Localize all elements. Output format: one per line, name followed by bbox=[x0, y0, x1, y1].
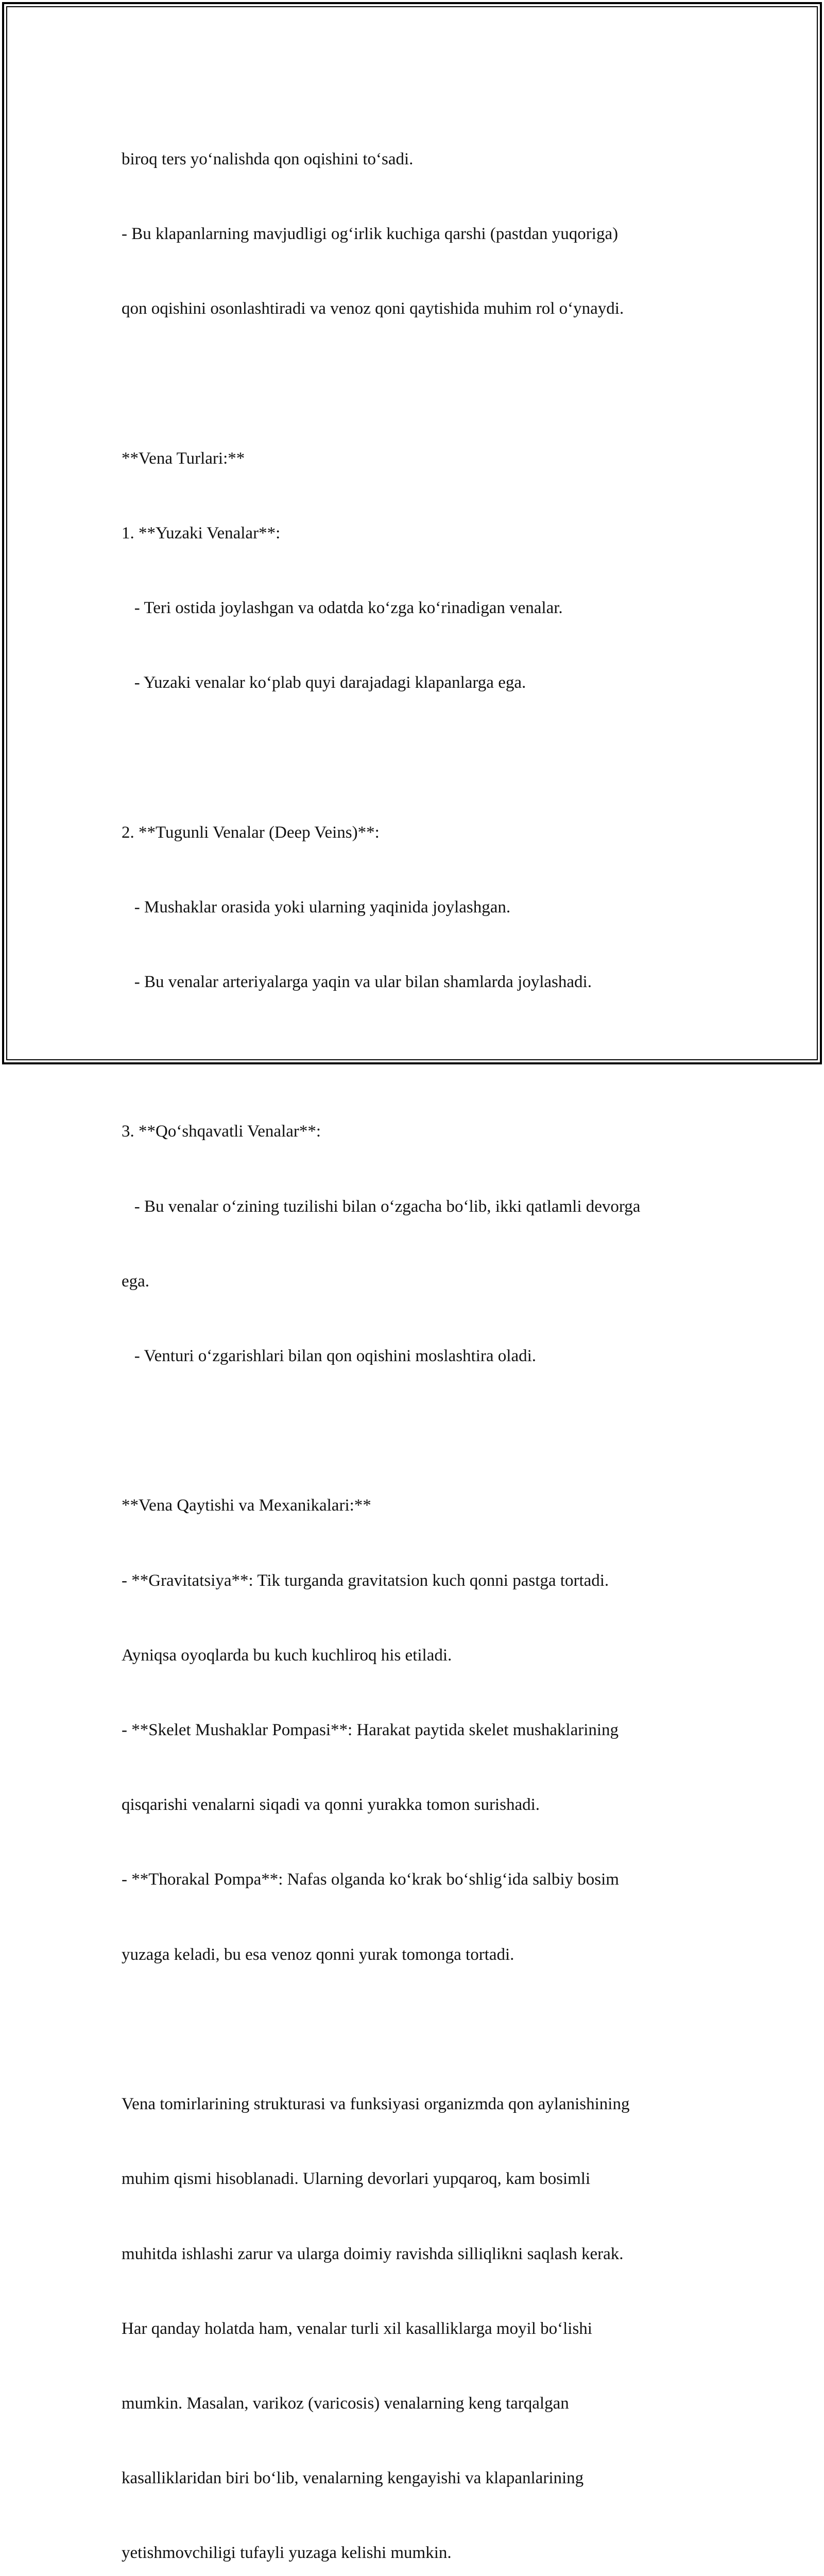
text-line: muhitda ishlashi zarur va ularga doimiy ravishda silliqlikni saqlash kerak. bbox=[122, 2244, 624, 2263]
section-heading: **Vena Qaytishi va Mexanikalari:** bbox=[122, 1496, 371, 1515]
text-line: ega. bbox=[122, 1272, 150, 1291]
list-item-heading: 2. **Tugunli Venalar (Deep Veins)**: bbox=[122, 823, 380, 842]
document-body bbox=[122, 97, 724, 2576]
blank-line bbox=[122, 2017, 724, 2042]
text-line: - Yuzaki venalar ko‘plab quyi darajadagi klapanlarga ega. bbox=[122, 673, 526, 692]
text-line: qisqarishi venalarni siqadi va qonni yurakka tomon surishadi. bbox=[122, 1795, 540, 1815]
section-heading: **Vena Turlari:** bbox=[122, 449, 245, 468]
text-line: - Mushaklar orasida yoki ularning yaqinida joylashgan. bbox=[122, 897, 511, 917]
text-line: Ayniqsa oyoqlarda bu kuch kuchliroq his etiladi. bbox=[122, 1646, 452, 1665]
blank-line bbox=[122, 371, 724, 396]
text-line: kasalliklaridan biri bo‘lib, venalarning kengayishi va klapanlarining bbox=[122, 2469, 584, 2488]
blank-line bbox=[122, 1418, 724, 1443]
text-line: - Bu venalar arteriyalarga yaqin va ular bilan shamlarda joylashadi. bbox=[122, 973, 592, 992]
text-line: biroq ters yo‘nalishda qon oqishini to‘sadi. bbox=[122, 149, 414, 168]
text-line: - Venturi o‘zgarishlari bilan qon oqishini moslashtira oladi. bbox=[122, 1347, 537, 1366]
text-line: Har qanday holatda ham, venalar turli xil kasalliklarga moyil bo‘lishi bbox=[122, 2319, 592, 2338]
text-line: - Bu venalar o‘zining tuzilishi bilan o‘zgacha bo‘lib, ikki qatlamli devorga bbox=[122, 1197, 641, 1216]
list-item-heading: 1. **Yuzaki Venalar**: bbox=[122, 523, 281, 543]
text-line: yetishmovchiligi tufayli yuzaga kelishi mumkin. bbox=[122, 2544, 452, 2563]
text-line: qon oqishini osonlashtiradi va venoz qoni qaytishida muhim rol o‘ynaydi. bbox=[122, 299, 624, 318]
text-line: - **Thorakal Pompa**: Nafas olganda ko‘krak bo‘shlig‘ida salbiy bosim bbox=[122, 1870, 619, 1889]
text-line: muhim qismi hisoblanadi. Ularning devorlari yupqaroq, kam bosimli bbox=[122, 2170, 591, 2189]
blank-line bbox=[122, 1044, 724, 1069]
blank-line bbox=[122, 745, 724, 770]
text-line: - **Gravitatsiya**: Tik turganda gravitatsion kuch qonni pastga tortadi. bbox=[122, 1571, 609, 1590]
list-item-heading: 3. **Qo‘shqavatli Venalar**: bbox=[122, 1122, 321, 1141]
text-line: - **Skelet Mushaklar Pompasi**: Harakat paytida skelet mushaklarining bbox=[122, 1721, 619, 1740]
text-line: - Bu klapanlarning mavjudligi og‘irlik kuchiga qarshi (pastdan yuqoriga) bbox=[122, 225, 619, 244]
text-line: - Teri ostida joylashgan va odatda ko‘zga ko‘rinadigan venalar. bbox=[122, 599, 563, 618]
text-line: mumkin. Masalan, varikoz (varicosis) venalarning keng tarqalgan bbox=[122, 2394, 569, 2413]
text-line: yuzaga keladi, bu esa venoz qonni yurak tomonga tortadi. bbox=[122, 1945, 514, 1964]
text-line: Vena tomirlarining strukturasi va funksiyasi organizmda qon aylanishining bbox=[122, 2095, 630, 2114]
